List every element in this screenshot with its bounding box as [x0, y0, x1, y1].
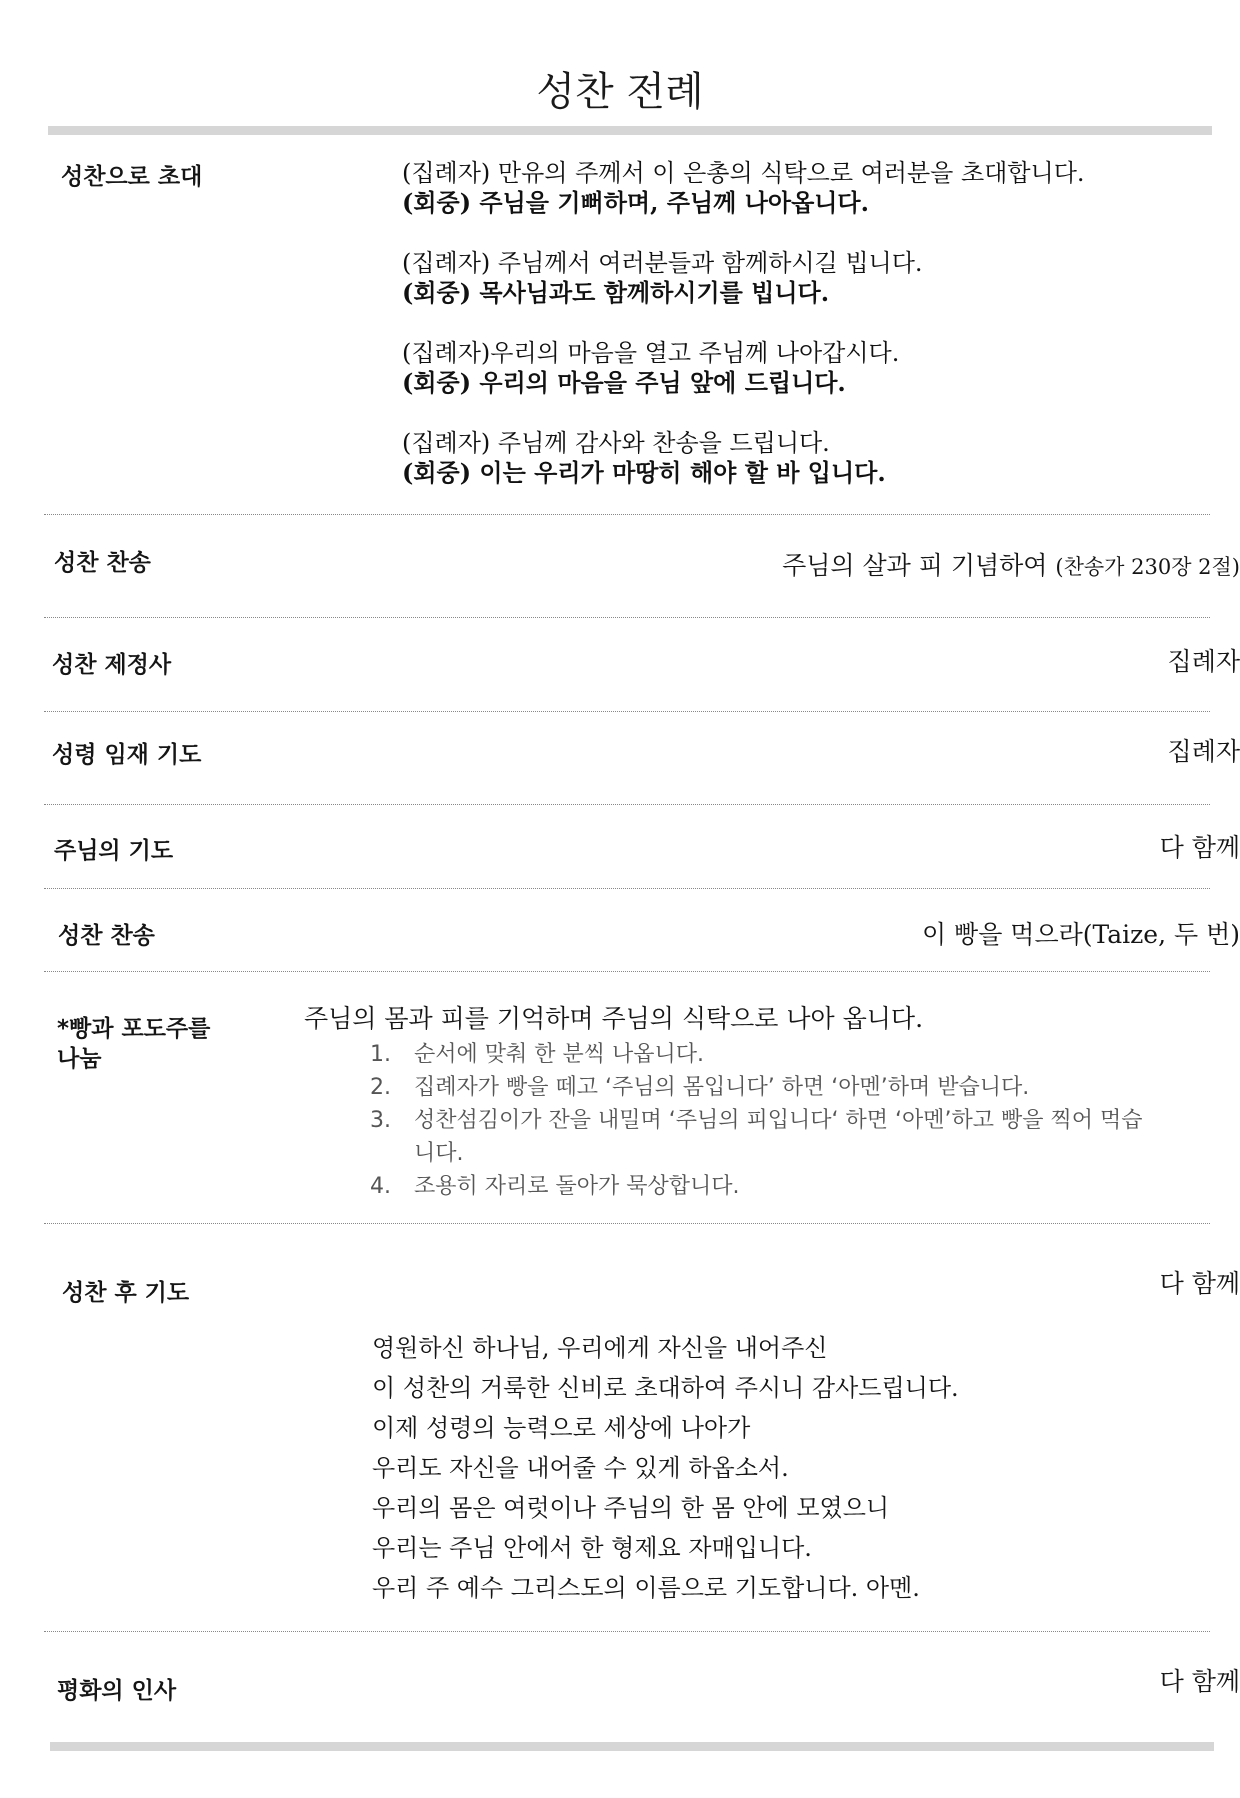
prayer-line: 우리 주 예수 그리스도의 이름으로 기도합니다. 아멘. — [372, 1574, 920, 1602]
sharing-label-line: *빵과 포도주를 — [57, 1016, 211, 1042]
peace-value: 다 함께 — [1159, 1667, 1240, 1696]
section-divider — [44, 711, 1210, 712]
invitation-dialogue — [402, 248, 1202, 308]
step-number: 4. — [370, 1174, 391, 1199]
hymn-title: 주님의 살과 피 기념하여 — [782, 551, 1048, 580]
list-item — [370, 1071, 1150, 1104]
leader-line: (집례자) 주님께 감사와 찬송을 드립니다. — [402, 429, 830, 457]
people-line: (회중) 목사님과도 함께하시기를 빕니다. — [402, 278, 830, 307]
lords-prayer-value: 다 함께 — [1159, 833, 1240, 862]
peace-label: 평화의 인사 — [57, 1678, 177, 1704]
leader-line: (집례자)우리의 마음을 열고 주님께 나아갑시다. — [402, 339, 900, 367]
hymn-value — [78, 550, 1240, 583]
step-number: 1. — [370, 1042, 391, 1067]
post-prayer-label: 성찬 후 기도 — [62, 1280, 190, 1306]
leader-line: (집례자) 주님께서 여러분들과 함께하시길 빕니다. — [402, 249, 923, 277]
bottom-divider — [50, 1742, 1214, 1751]
section-divider — [44, 971, 1210, 972]
sharing-steps — [370, 1038, 1150, 1203]
institution-label: 성찬 제정사 — [52, 652, 172, 678]
invitation-dialogue — [402, 428, 1202, 488]
step-text: 집례자가 빵을 떼고 ‘주님의 몸입니다’ 하면 ‘아멘’하며 받습니다. — [414, 1075, 1030, 1100]
hymn-label: 성찬 찬송 — [58, 923, 155, 949]
sharing-label-line: 나눔 — [57, 1046, 102, 1072]
prayer-line: 이 성찬의 거룩한 신비로 초대하여 주시니 감사드립니다. — [372, 1374, 959, 1402]
prayer-line: 이제 성령의 능력으로 세상에 나아가 — [372, 1414, 751, 1442]
section-divider — [44, 888, 1210, 889]
prayer-line: 우리도 자신을 내어줄 수 있게 하옵소서. — [372, 1454, 789, 1482]
step-number: 2. — [370, 1075, 391, 1100]
invitation-dialogue — [402, 158, 1202, 218]
section-divider — [44, 514, 1210, 515]
invitation-label: 성찬으로 초대 — [61, 164, 203, 190]
prayer-line: 우리의 몸은 여럿이나 주님의 한 몸 안에 모였으니 — [372, 1494, 890, 1522]
list-item — [370, 1104, 1150, 1170]
section-divider — [44, 804, 1210, 805]
page-title: 성찬 전례 — [536, 69, 704, 115]
section-divider — [44, 617, 1210, 618]
prayer-line: 영원하신 하나님, 우리에게 자신을 내어주신 — [372, 1334, 828, 1362]
step-text: 순서에 맞춰 한 분씩 나옵니다. — [414, 1042, 704, 1067]
lords-prayer-label: 주님의 기도 — [54, 838, 174, 864]
list-item — [370, 1038, 1150, 1071]
step-number: 3. — [370, 1108, 391, 1133]
prayer-line: 우리는 주님 안에서 한 형제요 자매입니다. — [372, 1534, 812, 1562]
people-line: (회중) 주님을 기뻐하며, 주님께 나아옵니다. — [402, 188, 869, 217]
hymn-note: (찬송가 230장 2절) — [1055, 555, 1240, 579]
leader-line: (집례자) 만유의 주께서 이 은총의 식탁으로 여러분을 초대합니다. — [402, 159, 1085, 187]
people-line: (회중) 이는 우리가 마땅히 해야 할 바 입니다. — [402, 458, 886, 487]
list-item — [370, 1170, 1150, 1203]
hymn-label: 성찬 찬송 — [54, 550, 151, 576]
institution-value: 집례자 — [1167, 647, 1240, 676]
people-line: (회중) 우리의 마음을 주님 앞에 드립니다. — [402, 368, 846, 397]
step-text: 성찬섬김이가 잔을 내밀며 ‘주님의 피입니다‘ 하면 ‘아멘’하고 빵을 찍어 먹습니다. — [414, 1108, 1143, 1166]
sharing-label — [57, 1014, 210, 1074]
post-prayer-text — [372, 1328, 1132, 1608]
section-divider — [44, 1631, 1210, 1632]
step-text: 조용히 자리로 돌아가 묵상합니다. — [414, 1174, 740, 1199]
sharing-heading: 주님의 몸과 피를 기억하며 주님의 식탁으로 나아 옵니다. — [304, 1004, 924, 1033]
invitation-dialogue — [402, 338, 1202, 398]
top-divider — [48, 126, 1212, 135]
hymn-value: 이 빵을 먹으라(Taize, 두 번) — [921, 920, 1240, 949]
epiclesis-value: 집례자 — [1167, 737, 1240, 766]
post-prayer-value: 다 함께 — [1159, 1269, 1240, 1298]
epiclesis-label: 성령 임재 기도 — [52, 742, 202, 768]
section-divider — [44, 1223, 1210, 1224]
